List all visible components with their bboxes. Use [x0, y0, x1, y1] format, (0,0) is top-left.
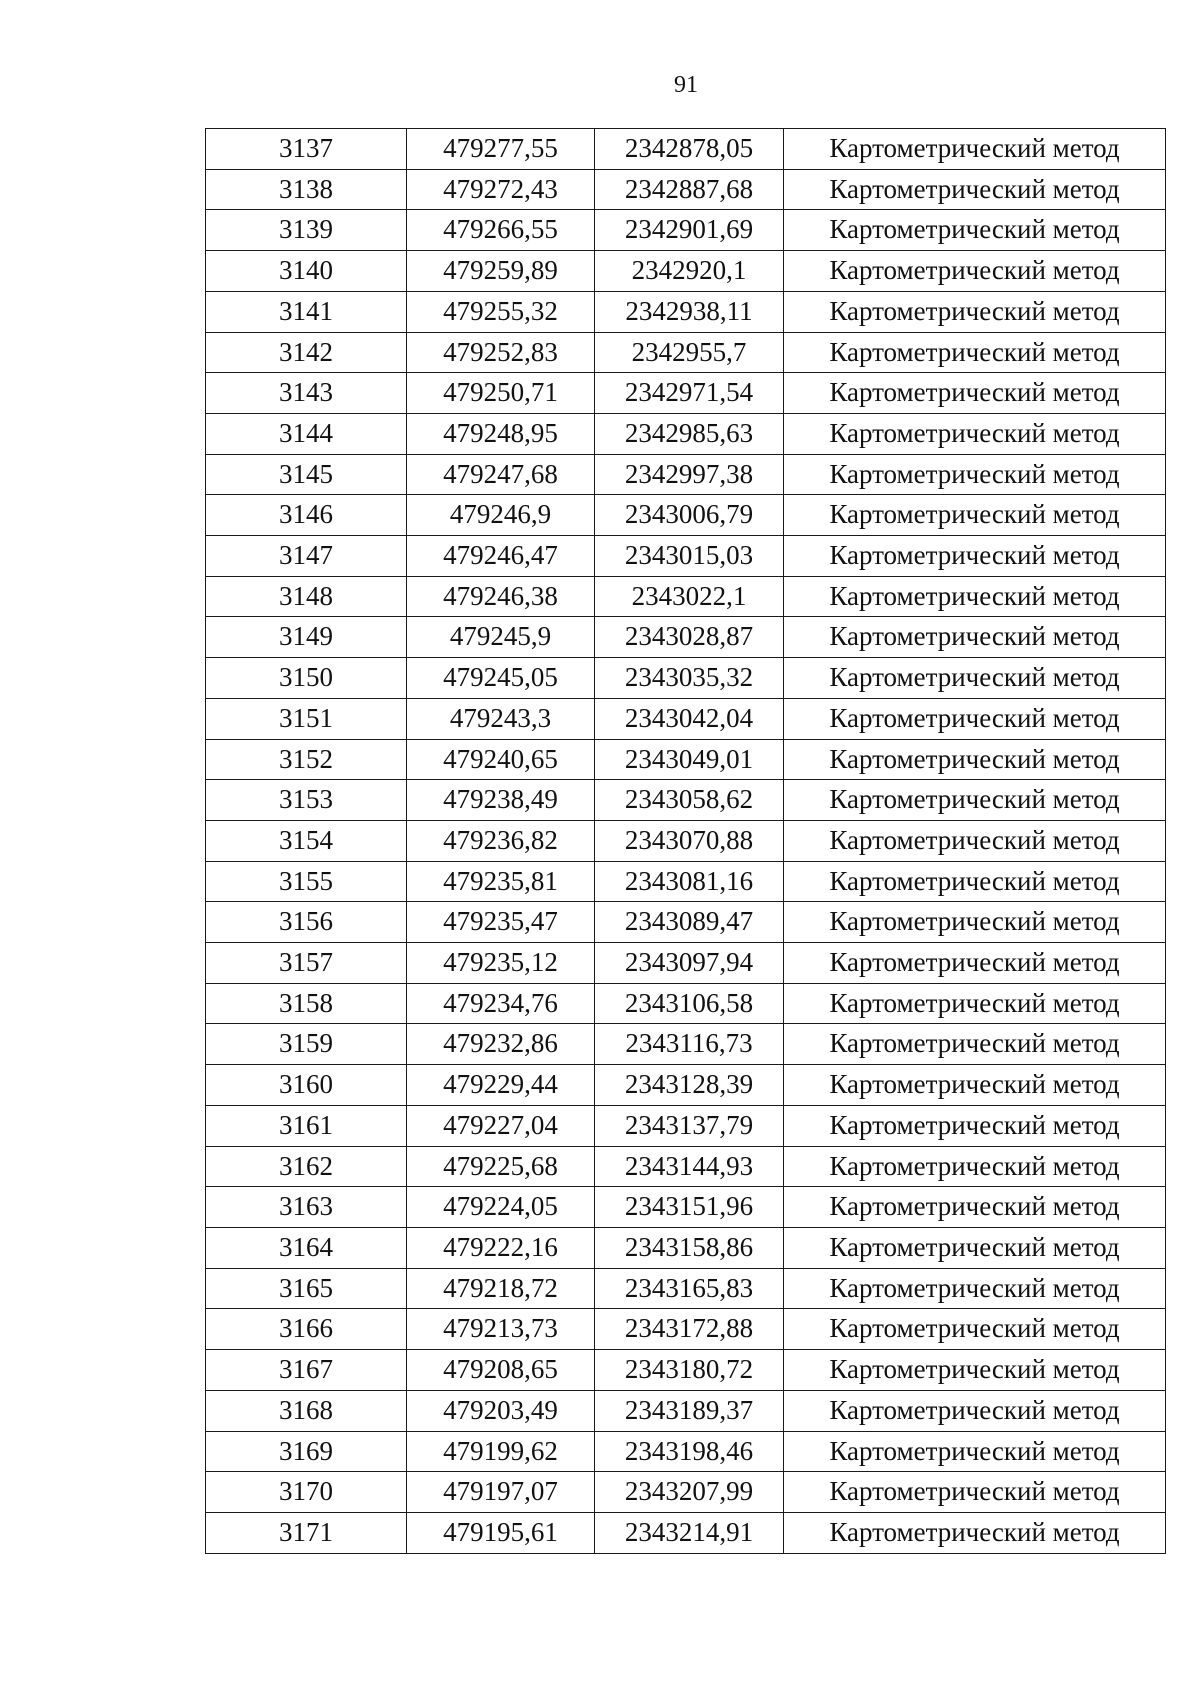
y-coordinate-cell: 2343035,32: [595, 658, 784, 699]
y-coordinate-cell: 2343158,86: [595, 1227, 784, 1268]
table-row: [206, 454, 1166, 495]
table-row: [206, 1146, 1166, 1187]
point-number-cell: 3140: [206, 251, 407, 292]
x-coordinate-cell: 479213,73: [407, 1309, 595, 1350]
x-coordinate-cell: 479232,86: [407, 1024, 595, 1065]
method-cell: Картометрический метод: [784, 251, 1166, 292]
point-number-cell: 3142: [206, 332, 407, 373]
y-coordinate-cell: 2343089,47: [595, 902, 784, 943]
table-row: [206, 1024, 1166, 1065]
method-cell: Картометрический метод: [784, 617, 1166, 658]
point-number-cell: 3141: [206, 291, 407, 332]
table-row: [206, 1227, 1166, 1268]
point-number-cell: 3166: [206, 1309, 407, 1350]
x-coordinate-cell: 479246,9: [407, 495, 595, 536]
x-coordinate-cell: 479252,83: [407, 332, 595, 373]
table-row: [206, 780, 1166, 821]
y-coordinate-cell: 2343070,88: [595, 820, 784, 861]
x-coordinate-cell: 479238,49: [407, 780, 595, 821]
table-row: [206, 1390, 1166, 1431]
x-coordinate-cell: 479266,55: [407, 210, 595, 251]
method-cell: Картометрический метод: [784, 495, 1166, 536]
method-cell: Картометрический метод: [784, 291, 1166, 332]
y-coordinate-cell: 2343006,79: [595, 495, 784, 536]
y-coordinate-cell: 2342920,1: [595, 251, 784, 292]
y-coordinate-cell: 2343144,93: [595, 1146, 784, 1187]
point-number-cell: 3154: [206, 820, 407, 861]
table-row: [206, 1472, 1166, 1513]
point-number-cell: 3169: [206, 1431, 407, 1472]
table-row: [206, 617, 1166, 658]
table-row: [206, 1512, 1166, 1553]
x-coordinate-cell: 479222,16: [407, 1227, 595, 1268]
method-cell: Картометрический метод: [784, 1024, 1166, 1065]
y-coordinate-cell: 2343214,91: [595, 1512, 784, 1553]
method-cell: Картометрический метод: [784, 1146, 1166, 1187]
point-number-cell: 3156: [206, 902, 407, 943]
method-cell: Картометрический метод: [784, 536, 1166, 577]
method-cell: Картометрический метод: [784, 780, 1166, 821]
y-coordinate-cell: 2342971,54: [595, 373, 784, 414]
x-coordinate-cell: 479240,65: [407, 739, 595, 780]
method-cell: Картометрический метод: [784, 332, 1166, 373]
x-coordinate-cell: 479199,62: [407, 1431, 595, 1472]
y-coordinate-cell: 2343081,16: [595, 861, 784, 902]
table-row: [206, 1187, 1166, 1228]
y-coordinate-cell: 2343042,04: [595, 698, 784, 739]
method-cell: Картометрический метод: [784, 454, 1166, 495]
y-coordinate-cell: 2343097,94: [595, 943, 784, 984]
x-coordinate-cell: 479243,3: [407, 698, 595, 739]
y-coordinate-cell: 2343049,01: [595, 739, 784, 780]
table-row: [206, 658, 1166, 699]
x-coordinate-cell: 479247,68: [407, 454, 595, 495]
method-cell: Картометрический метод: [784, 1105, 1166, 1146]
y-coordinate-cell: 2343116,73: [595, 1024, 784, 1065]
x-coordinate-cell: 479246,47: [407, 536, 595, 577]
x-coordinate-cell: 479259,89: [407, 251, 595, 292]
x-coordinate-cell: 479245,9: [407, 617, 595, 658]
y-coordinate-cell: 2342955,7: [595, 332, 784, 373]
x-coordinate-cell: 479245,05: [407, 658, 595, 699]
point-number-cell: 3152: [206, 739, 407, 780]
table-row: [206, 1268, 1166, 1309]
y-coordinate-cell: 2342887,68: [595, 169, 784, 210]
x-coordinate-cell: 479208,65: [407, 1350, 595, 1391]
point-number-cell: 3144: [206, 413, 407, 454]
method-cell: Картометрический метод: [784, 943, 1166, 984]
x-coordinate-cell: 479224,05: [407, 1187, 595, 1228]
method-cell: Картометрический метод: [784, 658, 1166, 699]
point-number-cell: 3155: [206, 861, 407, 902]
y-coordinate-cell: 2343022,1: [595, 576, 784, 617]
method-cell: Картометрический метод: [784, 413, 1166, 454]
table-row: [206, 495, 1166, 536]
method-cell: Картометрический метод: [784, 1390, 1166, 1431]
x-coordinate-cell: 479255,32: [407, 291, 595, 332]
table-row: [206, 698, 1166, 739]
x-coordinate-cell: 479236,82: [407, 820, 595, 861]
point-number-cell: 3171: [206, 1512, 407, 1553]
y-coordinate-cell: 2342985,63: [595, 413, 784, 454]
y-coordinate-cell: 2343189,37: [595, 1390, 784, 1431]
method-cell: Картометрический метод: [784, 1309, 1166, 1350]
point-number-cell: 3163: [206, 1187, 407, 1228]
method-cell: Картометрический метод: [784, 1187, 1166, 1228]
x-coordinate-cell: 479218,72: [407, 1268, 595, 1309]
method-cell: Картометрический метод: [784, 983, 1166, 1024]
method-cell: Картометрический метод: [784, 820, 1166, 861]
table-row: [206, 739, 1166, 780]
page-number: 91: [674, 72, 698, 98]
method-cell: Картометрический метод: [784, 1472, 1166, 1513]
table-row: [206, 943, 1166, 984]
method-cell: Картометрический метод: [784, 1268, 1166, 1309]
y-coordinate-cell: 2343180,72: [595, 1350, 784, 1391]
table-row: [206, 1431, 1166, 1472]
method-cell: Картометрический метод: [784, 169, 1166, 210]
point-number-cell: 3143: [206, 373, 407, 414]
x-coordinate-cell: 479250,71: [407, 373, 595, 414]
method-cell: Картометрический метод: [784, 1065, 1166, 1106]
table-row: [206, 291, 1166, 332]
y-coordinate-cell: 2342938,11: [595, 291, 784, 332]
y-coordinate-cell: 2343028,87: [595, 617, 784, 658]
table-row: [206, 251, 1166, 292]
table-row: [206, 902, 1166, 943]
x-coordinate-cell: 479197,07: [407, 1472, 595, 1513]
x-coordinate-cell: 479235,12: [407, 943, 595, 984]
method-cell: Картометрический метод: [784, 373, 1166, 414]
point-number-cell: 3170: [206, 1472, 407, 1513]
point-number-cell: 3158: [206, 983, 407, 1024]
table-row: [206, 983, 1166, 1024]
x-coordinate-cell: 479246,38: [407, 576, 595, 617]
y-coordinate-cell: 2343137,79: [595, 1105, 784, 1146]
table-body: [206, 129, 1166, 1554]
x-coordinate-cell: 479235,81: [407, 861, 595, 902]
method-cell: Картометрический метод: [784, 739, 1166, 780]
table-row: [206, 210, 1166, 251]
point-number-cell: 3164: [206, 1227, 407, 1268]
y-coordinate-cell: 2343198,46: [595, 1431, 784, 1472]
table-row: [206, 373, 1166, 414]
table-row: [206, 1065, 1166, 1106]
point-number-cell: 3139: [206, 210, 407, 251]
x-coordinate-cell: 479195,61: [407, 1512, 595, 1553]
point-number-cell: 3145: [206, 454, 407, 495]
table-row: [206, 576, 1166, 617]
point-number-cell: 3162: [206, 1146, 407, 1187]
point-number-cell: 3146: [206, 495, 407, 536]
method-cell: Картометрический метод: [784, 1431, 1166, 1472]
method-cell: Картометрический метод: [784, 698, 1166, 739]
x-coordinate-cell: 479272,43: [407, 169, 595, 210]
x-coordinate-cell: 479225,68: [407, 1146, 595, 1187]
method-cell: Картометрический метод: [784, 210, 1166, 251]
point-number-cell: 3165: [206, 1268, 407, 1309]
point-number-cell: 3153: [206, 780, 407, 821]
point-number-cell: 3148: [206, 576, 407, 617]
point-number-cell: 3161: [206, 1105, 407, 1146]
y-coordinate-cell: 2343172,88: [595, 1309, 784, 1350]
coordinates-table: [205, 128, 1166, 1554]
table-row: [206, 413, 1166, 454]
point-number-cell: 3150: [206, 658, 407, 699]
point-number-cell: 3147: [206, 536, 407, 577]
x-coordinate-cell: 479248,95: [407, 413, 595, 454]
y-coordinate-cell: 2343151,96: [595, 1187, 784, 1228]
table-row: [206, 332, 1166, 373]
method-cell: Картометрический метод: [784, 1227, 1166, 1268]
y-coordinate-cell: 2343106,58: [595, 983, 784, 1024]
method-cell: Картометрический метод: [784, 129, 1166, 170]
y-coordinate-cell: 2343207,99: [595, 1472, 784, 1513]
point-number-cell: 3168: [206, 1390, 407, 1431]
method-cell: Картометрический метод: [784, 1512, 1166, 1553]
method-cell: Картометрический метод: [784, 861, 1166, 902]
x-coordinate-cell: 479203,49: [407, 1390, 595, 1431]
y-coordinate-cell: 2343058,62: [595, 780, 784, 821]
table-row: [206, 861, 1166, 902]
point-number-cell: 3160: [206, 1065, 407, 1106]
y-coordinate-cell: 2342997,38: [595, 454, 784, 495]
x-coordinate-cell: 479229,44: [407, 1065, 595, 1106]
table-row: [206, 169, 1166, 210]
y-coordinate-cell: 2343015,03: [595, 536, 784, 577]
point-number-cell: 3137: [206, 129, 407, 170]
x-coordinate-cell: 479277,55: [407, 129, 595, 170]
point-number-cell: 3138: [206, 169, 407, 210]
point-number-cell: 3149: [206, 617, 407, 658]
x-coordinate-cell: 479234,76: [407, 983, 595, 1024]
table-row: [206, 536, 1166, 577]
method-cell: Картометрический метод: [784, 902, 1166, 943]
point-number-cell: 3151: [206, 698, 407, 739]
x-coordinate-cell: 479235,47: [407, 902, 595, 943]
point-number-cell: 3157: [206, 943, 407, 984]
table-row: [206, 1105, 1166, 1146]
table-row: [206, 129, 1166, 170]
point-number-cell: 3167: [206, 1350, 407, 1391]
y-coordinate-cell: 2343128,39: [595, 1065, 784, 1106]
method-cell: Картометрический метод: [784, 576, 1166, 617]
y-coordinate-cell: 2342878,05: [595, 129, 784, 170]
method-cell: Картометрический метод: [784, 1350, 1166, 1391]
point-number-cell: 3159: [206, 1024, 407, 1065]
y-coordinate-cell: 2342901,69: [595, 210, 784, 251]
table-row: [206, 1309, 1166, 1350]
table-row: [206, 820, 1166, 861]
y-coordinate-cell: 2343165,83: [595, 1268, 784, 1309]
x-coordinate-cell: 479227,04: [407, 1105, 595, 1146]
table-row: [206, 1350, 1166, 1391]
